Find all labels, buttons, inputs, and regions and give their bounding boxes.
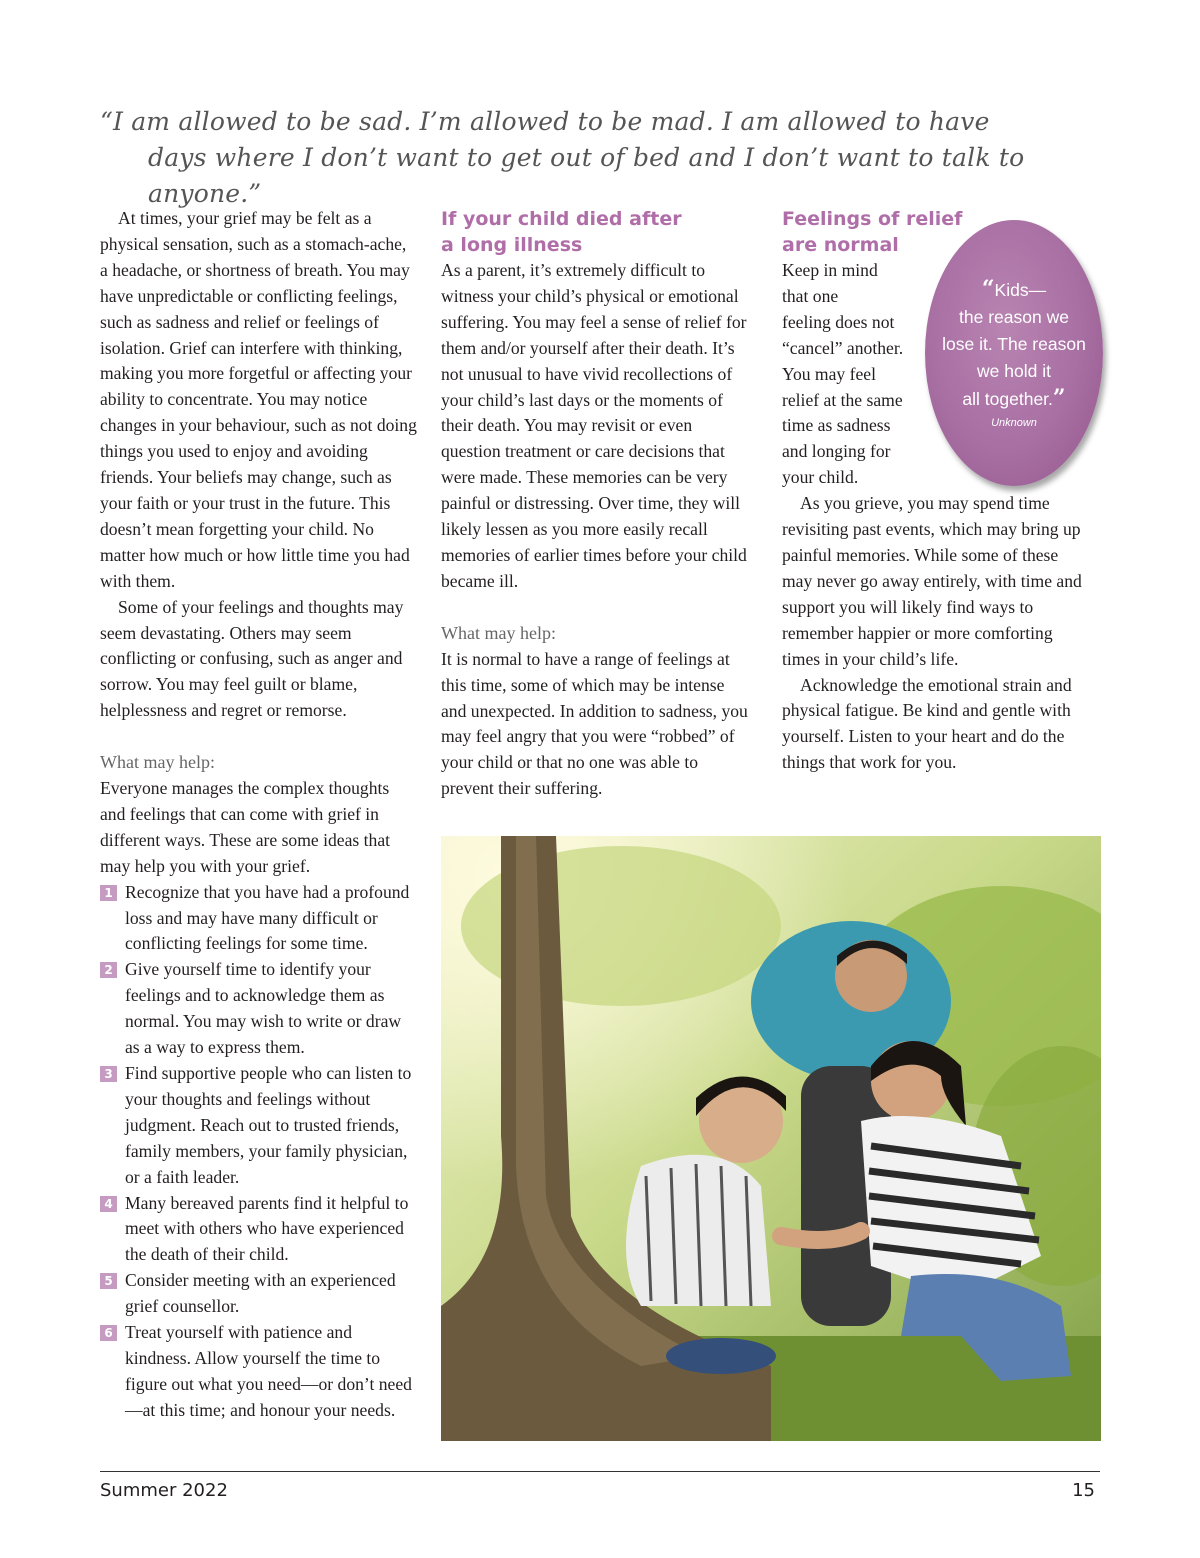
body-paragraph: Some of your feelings and thoughts may seem devastating. Others may seem conflicting or confusing, such as anger and sorrow. You may feel guilt or blame, helplessness and regret or remorse. [100,596,404,721]
bubble-line: lose it. The reason [942,334,1086,354]
heading-line: are normal [782,234,899,256]
column-left [100,206,418,1424]
list-item [100,1268,418,1320]
heading-line: Feelings of relief [782,208,963,230]
text-line: You may feel [782,363,876,384]
text-line: and longing for [782,441,891,462]
subheading-what-may-help: What may help: [100,752,215,773]
body-paragraph: As you grieve, you may spend time revisiting past events, which may bring up painful memories. While some of these may never go away entirely, with time and support you will likely find ways to remember happier or more comforting times in your child’s life. [782,493,1082,669]
step-number-badge: 3 [100,1066,117,1082]
text-line: feeling does not [782,311,895,332]
step-text: Consider meeting with an experienced grief counsellor. [125,1270,396,1317]
step-text: Give yourself time to identify your feelings and to acknowledge them as normal. You may wish to write or draw as a way to express them. [125,959,402,1058]
bubble-line: we hold it [977,361,1051,381]
step-number-badge: 4 [100,1196,117,1212]
list-item [100,1061,418,1191]
list-item [100,957,418,1061]
step-number-badge: 6 [100,1325,117,1341]
text-line: Keep in mind [782,260,878,280]
quote-bubble [925,220,1103,486]
text-line: “cancel” another. [782,337,904,358]
bubble-line: the reason we [959,307,1069,327]
step-number-badge: 2 [100,962,117,978]
text-line: time as sadness [782,415,891,436]
list-item [100,1191,418,1269]
open-quote-mark: “ [981,276,995,302]
bubble-line: all together. [962,389,1053,409]
text-line: that one [782,285,839,306]
list-item [100,880,418,958]
bubble-quote-text [935,276,1093,413]
body-paragraph: At times, your grief may be felt as a physical sensation, such as a stomach-ache, a headache, or shortness of breath. You may have unpredictable or conflicting feelings, such as sadness and relief or feelings of isolation. Grief can interfere with thinking, making you more forgetful or affecting your ability to concentrate. You may notice changes in your behaviour, such as not doing things you used to enjoy and avoiding friends. Your beliefs may change, such as your faith or your trust in the future. This doesn’t mean forgetting your child. No matter how much or how little time you had with them. [100,208,417,591]
text-line: relief at the same [782,389,903,410]
pull-quote-line-1: “I am allowed to be sad. I’m allowed to be mad. I am allowed to have [100,107,990,136]
step-text: Find supportive people who can listen to your thoughts and feelings without judgment. Reach out to trusted friends, family members, your family physician, or a faith leader. [125,1063,412,1187]
issue-date: Summer 2022 [100,1480,228,1501]
body-paragraph: Everyone manages the complex thoughts and feelings that can come with grief in different ways. These are some ideas that may help you with your grief. [100,778,391,876]
quote-source: Unknown [991,417,1037,429]
step-text: Many bereaved parents find it helpful to meet with others who have experienced the death of their child. [125,1192,409,1265]
body-paragraph: As a parent, it’s extremely difficult to witness your child’s physical or emotional suffering. You may feel a sense of relief for them and/or yourself after their death. It’s not unusual to have vivid recollections of your child’s last days or the moments of their death. You may revisit or even question treatment or care decisions that were made. These memories can be very painful or distressing. Over time, they will likely lessen as you more easily recall memories of earlier times before your child became ill. [441,260,747,591]
heading-line: If your child died after [441,208,682,230]
body-paragraph: It is normal to have a range of feelings at this time, some of which may be intense and unexpected. In addition to sadness, you may feel angry that you were “robbed” of your child or that no one was able to prevent their suffering. [441,648,748,799]
help-steps-list [100,880,418,1424]
step-text: Recognize that you have had a profound loss and may have many difficult or conflicting feelings for some time. [125,881,410,954]
pull-quote-line-2: days where I don’t want to get out of bed and I don’t want to talk to anyone.” [148,143,1025,208]
girl-shoes [666,1338,776,1374]
text-line: your child. [782,467,859,488]
step-number-badge: 1 [100,885,117,901]
bubble-line: Kids— [994,280,1047,300]
mother-arm [781,1231,861,1240]
subheading-what-may-help: What may help: [441,622,556,643]
step-number-badge: 5 [100,1273,117,1289]
column-middle [441,206,753,802]
section-heading-long-illness [441,206,753,258]
list-item [100,1320,418,1424]
close-quote-mark: ” [1052,385,1066,411]
family-comforting-photo [441,836,1101,1441]
pull-quote [100,104,1110,212]
body-paragraph: Acknowledge the emotional strain and physical fatigue. Be kind and gentle with yourself. Listen to your heart and do the things that work for you. [782,674,1072,773]
page-number: 15 [1072,1480,1095,1501]
step-text: Treat yourself with patience and kindness. Allow yourself the time to figure out what you need—or don’t need—at this time; and honour your needs. [125,1322,412,1420]
footer-rule [100,1471,1100,1472]
heading-line: a long illness [441,234,583,256]
